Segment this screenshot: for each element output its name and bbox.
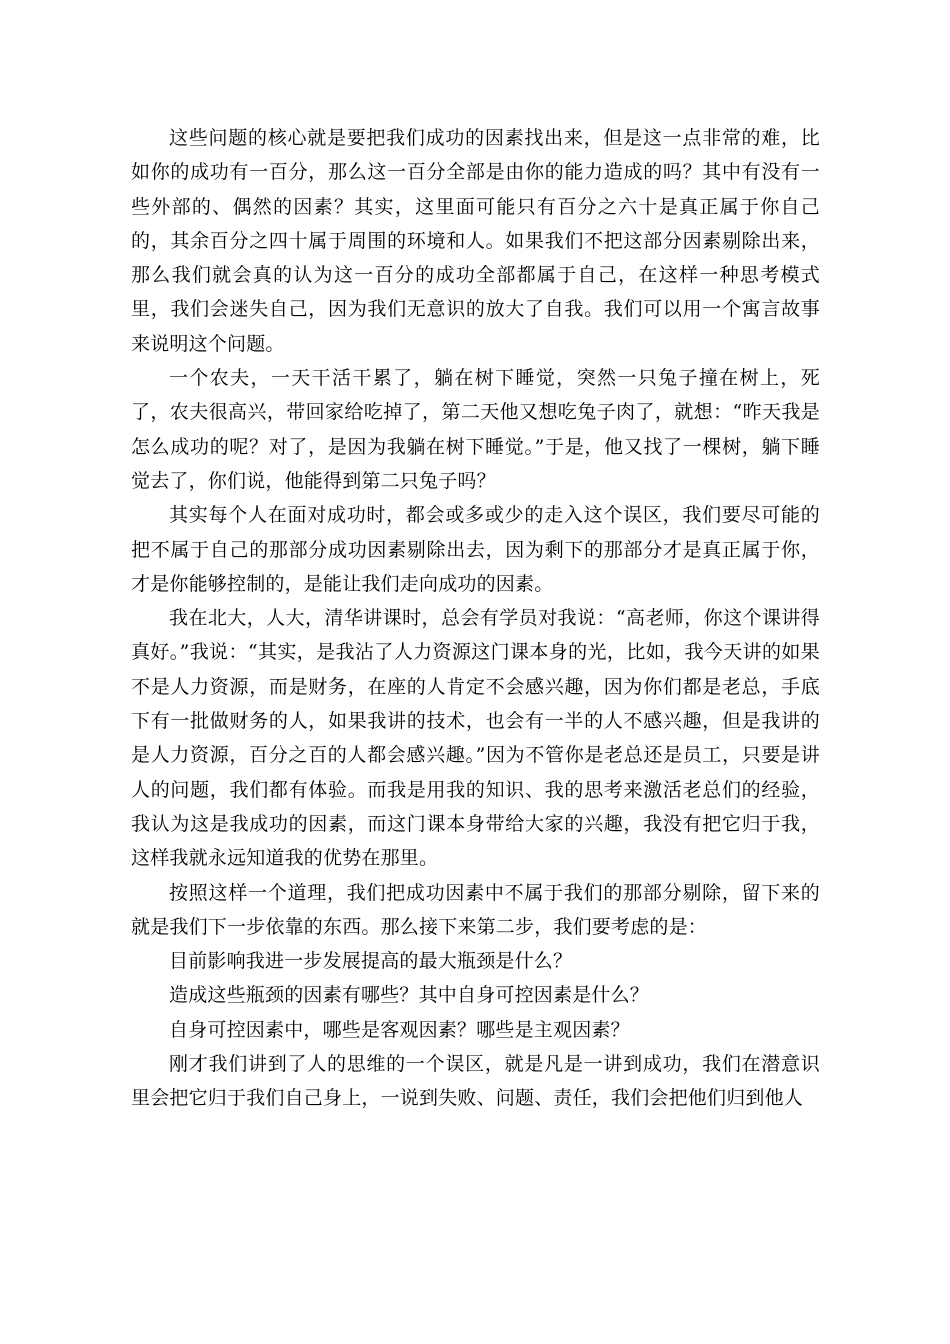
paragraph-lecture-example: 我在北大，人大，清华讲课时，总会有学员对我说：“高老师，你这个课讲得真好。”我说：“其实，是我沾了人力资源这门课本身的光，比如，我今天讲的如果不是人力资源，而是财务，在座的人肯定不会感兴趣，因为你们都是老总，手底下有一批做财务的人，如果我讲的技术，也会有一半的人不感兴趣，但是我讲的是人力资源，百分之百的人都会感兴趣。”因为不管你是老总还是员工，只要是讲人的问题，我们都有体验。而我是用我的知识、我的思考来激活老总们的经验，我认为这是我成功的因素，而这门课本身带给大家的兴趣，我没有把它归于我，这样我就永远知道我的优势在那里。	[131, 607, 820, 870]
paragraph-question-factors: 造成这些瓶颈的因素有哪些？其中自身可控因素是什么？	[169, 984, 650, 1007]
paragraph-question-objective-subjective: 自身可控因素中，哪些是客观因素？哪些是主观因素？	[169, 1018, 630, 1041]
paragraph-thinking-misconception: 刚才我们讲到了人的思维的一个误区，就是凡是一讲到成功，我们在潜意识里会把它归于我们自己身上，一说到失败、问题、责任，我们会把他们归到他人	[131, 1053, 820, 1110]
paragraph-farmer-fable: 一个农夫，一天干活干累了，躺在树下睡觉，突然一只兔子撞在树上，死了，农夫很高兴，带回家给吃掉了，第二天他又想吃兔子肉了，就想：“昨天我是怎么成功的呢？对了，是因为我躺在树下睡觉。”于是，他又找了一棵树，躺下睡觉去了，你们说，他能得到第二只兔子吗？	[131, 367, 820, 492]
paragraph-misconception: 其实每个人在面对成功时，都会或多或少的走入这个误区，我们要尽可能的把不属于自己的那部分成功因素剔除出去，因为剩下的那部分才是真正属于你，才是你能够控制的，是能让我们走向成功的因素。	[131, 504, 820, 595]
paragraph-success-factors: 这些问题的核心就是要把我们成功的因素找出来，但是这一点非常的难，比如你的成功有一百分，那么这一百分全部是由你的能力造成的吗？其中有没有一些外部的、偶然的因素？其实，这里面可能只有百分之六十是真正属于你自己的，其余百分之四十属于周围的环境和人。如果我们不把这部分因素剔除出来，那么我们就会真的认为这一百分的成功全部都属于自己，在这样一种思考模式里，我们会迷失自己，因为我们无意识的放大了自我。我们可以用一个寓言故事来说明这个问题。	[131, 127, 820, 355]
paragraph-question-bottleneck: 目前影响我进一步发展提高的最大瓶颈是什么？	[169, 950, 573, 973]
paragraph-second-step: 按照这样一个道理，我们把成功因素中不属于我们的那部分剔除，留下来的就是我们下一步依靠的东西。那么接下来第二步，我们要考虑的是：	[131, 881, 820, 938]
document-body	[131, 121, 820, 1116]
